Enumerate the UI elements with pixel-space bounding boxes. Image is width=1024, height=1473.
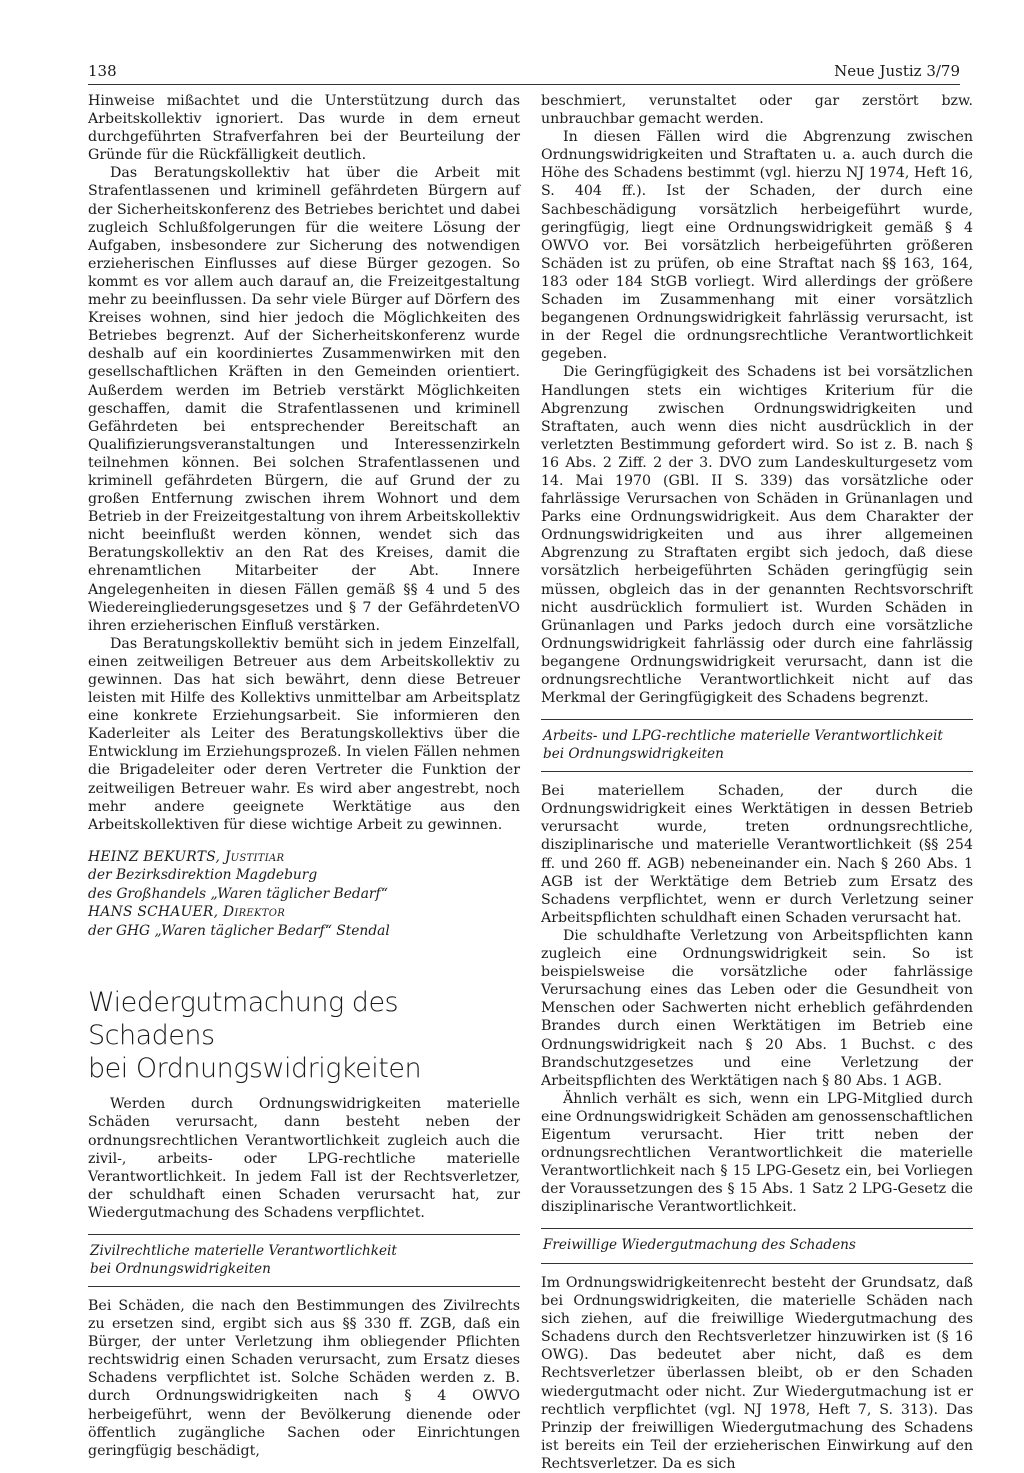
paragraph: Das Beratungskollektiv bemüht sich in jedem Einzelfall, einen zeitweiligen Betreuer aus dem Arbeitskollektiv zu gewinnen. Das hat sich bewährt, denn diese Betreuer leisten mit Hilfe des Kollektivs unmittelbar am Arbeitsplatz eine konkrete Erziehungsarbeit. Sie informieren den Kaderleiter als Leiter des Beratungskollektivs über die Entwicklung im Erziehungsprozeß. In vielen Fällen nehmen die Brigadeleiter oder deren Vertreter die Funktion der zeitweiligen Betreuer wahr. Es wird aber angestrebt, noch mehr andere geeignete Werktätige aus den Arbeitskollektiven für diese wichtige Arbeit zu gewinnen. (88, 635, 520, 833)
signature-line: der Bezirksdirektion Magdeburg (88, 867, 318, 884)
section-heading: Arbeits- und LPG-rechtliche materielle Verantwortlichkeit bei Ordnungswidrigkeiten (541, 719, 973, 772)
article-title (88, 986, 520, 1085)
article-intro: Werden durch Ordnungswidrigkeiten materielle Schäden verursacht, dann besteht neben der ordnungsrechtlichen Verantwortlichkeit zugleich auch die zivil-, arbeits- oder LPG-rechtliche materielle Verantwortlichkeit. In jedem Fall ist der Rechtsverletzer, der schuldhaft einen Schaden verursacht hat, zur Wiedergutmachung des Schadens verpflichtet. (88, 1096, 520, 1221)
section-heading: Zivilrechtliche materielle Verantwortlichkeit bei Ordnungswidrigkeiten (88, 1234, 520, 1287)
paragraph: beschmiert, verunstaltet oder gar zerstört bzw. unbrauchbar gemacht werden. (541, 93, 973, 128)
signature-line: des Großhandels „Waren täglicher Bedarf“ (88, 885, 388, 902)
author-signature (88, 848, 520, 941)
page-number: 138 (88, 62, 117, 80)
signature-line: HEINZ BEKURTS, Justitiar (88, 848, 285, 865)
signature-line: der GHG „Waren täglicher Bedarf“ Stendal (88, 922, 390, 939)
article-title-line: bei Ordnungswidrigkeiten (88, 1053, 422, 1085)
right-column (541, 92, 973, 1473)
paragraph: Im Ordnungswidrigkeitenrecht besteht der Grundsatz, daß bei Ordnungswidrigkeiten, die materielle Schäden nach sich ziehen, auf die freiwillige Wiedergutmachung des Schadens durch den Rechtsverletzer hinzuwirken ist (§ 16 OWG). Das bedeutet aber nicht, daß es dem Rechtsverletzer überlassen bleibt, ob er den Schaden wiedergutmacht oder nicht. Zur Wiedergutmachung ist er rechtlich verpflichtet (vgl. NJ 1978, Heft 7, S. 313). Das Prinzip der freiwilligen Wiedergutmachung des Schadens ist bereits ein Teil der erzieherischen Einwirkung auf den Rechtsverletzer. Da es sich (541, 1274, 973, 1472)
paragraph: Bei Schäden, die nach den Bestimmungen des Zivilrechts zu ersetzen sind, ergibt sich aus §§ 330 ff. ZGB, daß ein Bürger, der unter Verletzung ihm obliegender Pflichten rechtswidrig einen Schaden verursacht, zum Ersatz dieses Schadens verpflichtet ist. Solche Schäden werden z. B. durch Ordnungswidrigkeiten nach § 4 OWVO herbeigeführt, wenn der Bevölkerung dienende oder öffentlich zugängliche Sachen oder Einrichtungen geringfügig beschädigt, (88, 1298, 520, 1459)
paragraph: Bei materiellem Schaden, der durch die Ordnungswidrigkeit eines Werktätigen in dessen Betrieb verursacht wurde, treten ordnungsrechtliche, disziplinarische und materielle Verantwortlichkeit (§§ 254 ff. und 260 ff. AGB) nebeneinander ein. Nach § 260 Abs. 1 AGB ist der Werktätige dem Betrieb zum Ersatz des Schadens verpflichtet, wenn er durch Verletzung seiner Arbeitspflichten schuldhaft einen Schaden verursacht hat. (541, 783, 973, 926)
paragraph: Ähnlich verhält es sich, wenn ein LPG-Mitglied durch eine Ordnungswidrigkeit Schäden am genossenschaftlichen Eigentum verursacht. Hier tritt neben der ordnungsrechtlichen Verantwortlichkeit die materielle Verantwortlichkeit nach § 15 LPG-Gesetz ein, bei Vorliegen der Voraussetzungen des § 15 Abs. 1 Satz 2 LPG-Gesetz die disziplinarische Verantwortlichkeit. (541, 1090, 973, 1216)
paragraph: In diesen Fällen wird die Abgrenzung zwischen Ordnungswidrigkeiten und Straftaten u. a. auch durch die Höhe des Schadens bestimmt (vgl. hierzu NJ 1974, Heft 16, S. 404 ff.). Ist der Schaden, der durch eine Sachbeschädigung vorsätzlich herbeigeführt wurde, geringfügig, liegt eine Ordnungswidrigkeit gemäß § 4 OWVO vor. Bei vorsätzlich herbeigeführten größeren Schäden ist zu prüfen, ob eine Straftat nach §§ 163, 164, 183 oder 184 StGB vorliegt. Wird allerdings der größere Schaden im Zusammenhang mit einer vorsätzlich begangenen Ordnungswidrigkeit fahrlässig verursacht, ist in der Regel die ordnungsrechtliche Verantwortlichkeit gegeben. (541, 129, 973, 363)
paragraph: Hinweise mißachtet und die Unterstützung durch das Arbeitskollektiv ignoriert. Das wurde in dem erneut durchgeführten Strafverfahren bei der Beurteilung der Gründe für die Rückfälligkeit deutlich. (88, 93, 520, 164)
left-column (88, 92, 520, 1460)
page-header (88, 62, 960, 85)
paragraph: Das Beratungskollektiv hat über die Arbeit mit Strafentlassenen und kriminell gefährdeten Bürgern auf der Sicherheitskonferenz des Betriebes berichtet und dabei zugleich Schlußfolgerungen für die weitere Lösung der Aufgaben, insbesondere zur Sicherung des notwendigen erzieherischen Einflusses auf diese Bürger gezogen. So kommt es vor allem auch darauf an, die Freizeitgestaltung mehr zu beeinflussen. Da sehr viele Bürger auf Dörfern des Kreises wohnen, sind hier jedoch die Möglichkeiten des Betriebes begrenzt. Auf der Sicherheitskonferenz wurde deshalb auf ein koordiniertes Zusammenwirken mit den gesellschaftlichen Kräften in den Gemeinden orientiert. Außerdem werden im Betrieb verstärkt Möglichkeiten geschaffen, damit die Strafentlassenen und kriminell Gefährdeten bei entsprechender Bereitschaft an Qualifizierungsveranstaltungen und Interessenzirkeln teilnehmen können. Bei solchen Strafentlassenen und kriminell gefährdeten Bürgern, die auf Grund der zu großen Entfernung zwischen ihrem Wohnort und dem Betrieb in der Freizeitgestaltung von ihrem Arbeitskollektiv nicht beeinflußt werden können, wendet sich das Beratungskollektiv an den Rat des Kreises, damit die ehrenamtlichen Mitarbeiter der Abt. Innere Angelegenheiten in diesen Fällen gemäß §§ 4 und 5 des Wiedereingliederungsgesetzes und § 7 der GefährdetenVO ihren erzieherischen Einfluß verstärken. (88, 165, 520, 634)
article-title-line: Wiedergutmachung des Schadens (88, 987, 399, 1052)
paragraph: Die schuldhafte Verletzung von Arbeitspflichten kann zugleich eine Ordnungswidrigkeit sein. So ist beispielsweise die vorsätzliche oder fahrlässige Verursachung eines das Leben oder die Gesundheit von Menschen oder Sachwerten nicht erheblich gefährdenden Brandes durch einen Werktätigen im Betrieb eine Ordnungswidrigkeit nach § 20 Abs. 1 Buchst. c des Brandschutzgesetzes und eine Verletzung der Arbeitspflichten des Werktätigen nach § 80 Abs. 1 AGB. (541, 927, 973, 1089)
signature-line: HANS SCHAUER, Direktor (88, 904, 286, 921)
section-heading: Freiwillige Wiedergutmachung des Schadens (541, 1228, 973, 1264)
paragraph: Die Geringfügigkeit des Schadens ist bei vorsätzlichen Handlungen stets ein wichtiges Kriterium für die Abgrenzung zwischen Ordnungswidrigkeiten und Straftaten, auch wenn dies nicht ausdrücklich in der verletzten Bestimmung gefordert wird. So ist z. B. nach § 16 Abs. 2 Ziff. 2 der 3. DVO zum Landeskulturgesetz vom 14. Mai 1970 (GBl. II S. 339) das vorsätzliche oder fahrlässige Verursachen von Schäden in Grünanlagen und Parks eine Ordnungswidrigkeit. Aus dem Charakter der Ordnungswidrigkeiten und aus ihrer allgemeinen Abgrenzung zu Straftaten ergibt sich jedoch, daß diese vorsätzlich herbeigeführten Schäden geringfügig sein müssen, obgleich das in der genannten Rechtsvorschrift nicht ausdrücklich formuliert ist. Wurden Schäden in Grünanlagen und Parks jedoch durch eine vorsätzliche Ordnungswidrigkeit fahrlässig oder durch eine fahrlässig begangene Ordnungswidrigkeit verursacht, dann ist die ordnungsrechtliche Verantwortlichkeit nicht auf das Merkmal der Geringfügigkeit des Schadens begrenzt. (541, 364, 973, 707)
journal-issue: Neue Justiz 3/79 (834, 62, 960, 80)
